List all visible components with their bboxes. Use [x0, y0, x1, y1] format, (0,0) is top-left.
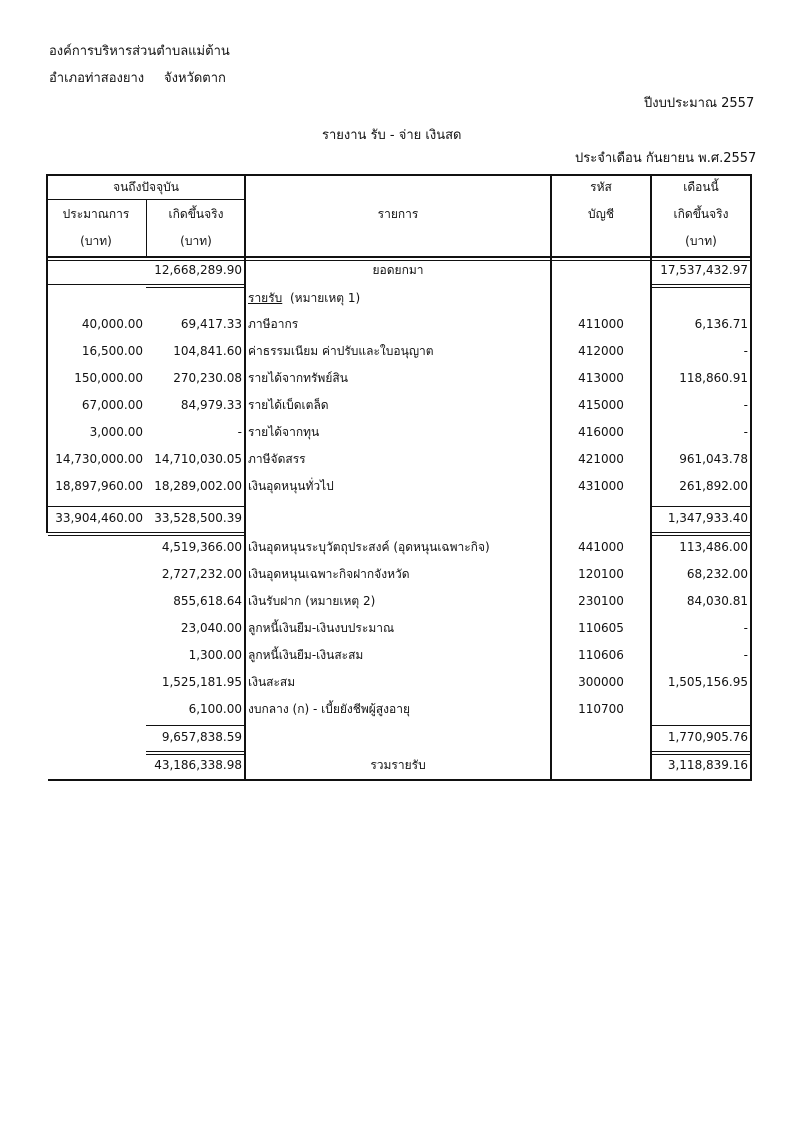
row-code: 416000 — [578, 425, 624, 439]
row-code: 441000 — [578, 540, 624, 554]
row-actual: 4,519,366.00 — [161, 540, 242, 554]
row-item: ภาษีจัดสรร — [248, 452, 306, 466]
row-code: 415000 — [578, 398, 624, 412]
header-cumulative: จนถึงปัจจุบัน — [113, 180, 179, 194]
header-code-line2: บัญชี — [588, 207, 614, 221]
row-budget: 3,000.00 — [89, 425, 143, 439]
row-actual: 104,841.60 — [173, 344, 242, 358]
row-actual: 270,230.08 — [173, 371, 242, 385]
row-month: 261,892.00 — [679, 479, 748, 493]
header-budget: ประมาณการ — [62, 207, 130, 221]
row-month: 6,136.71 — [694, 317, 748, 331]
row-budget: 18,897,960.00 — [55, 479, 143, 493]
income-total-actual: 33,528,500.39 — [154, 511, 242, 525]
row-code: 431000 — [578, 479, 624, 493]
row-month: - — [743, 648, 748, 662]
header-actual: เกิดขึ้นจริง — [168, 207, 224, 221]
row-budget: 14,730,000.00 — [55, 452, 143, 466]
carried-forward-month: 17,537,432.97 — [660, 263, 748, 277]
income-total-budget: 33,904,460.00 — [55, 511, 143, 525]
row-month: - — [743, 621, 748, 635]
row-code: 412000 — [578, 344, 624, 358]
row-code: 230100 — [578, 594, 624, 608]
row-month: 1,505,156.95 — [667, 675, 748, 689]
row-item: เงินอุดหนุนเฉพาะกิจฝากจังหวัด — [248, 567, 410, 581]
income-heading-note: (หมายเหตุ 1) — [290, 291, 361, 305]
header-month-unit: (บาท) — [685, 234, 717, 248]
row-actual: 84,979.33 — [180, 398, 242, 412]
row-item: ลูกหนี้เงินยืม-เงินงบประมาณ — [248, 621, 395, 635]
row-item: รายได้จากทรัพย์สิน — [248, 371, 348, 385]
row-actual: 855,618.64 — [173, 594, 242, 608]
row-actual: 2,727,232.00 — [161, 567, 242, 581]
row-item: รายได้เบ็ดเตล็ด — [248, 398, 329, 412]
income-heading: รายรับ — [248, 291, 283, 305]
header-month-line2: เกิดขึ้นจริง — [673, 207, 729, 221]
row-item: ค่าธรรมเนียม ค่าปรับและใบอนุญาต — [248, 344, 434, 358]
other-total-actual: 9,657,838.59 — [161, 730, 242, 744]
row-code: 411000 — [578, 317, 624, 331]
row-code: 110700 — [578, 702, 624, 716]
row-item: เงินอุดหนุนระบุวัตถุประสงค์ (อุดหนุนเฉพาะกิจ) — [248, 540, 490, 554]
carried-forward-actual: 12,668,289.90 — [154, 263, 242, 277]
row-item: งบกลาง (ก) - เบี้ยยังชีพผู้สูงอายุ — [248, 702, 410, 716]
row-budget: 40,000.00 — [81, 317, 143, 331]
row-code: 120100 — [578, 567, 624, 581]
income-total-month: 1,347,933.40 — [667, 511, 748, 525]
row-actual: 1,525,181.95 — [161, 675, 242, 689]
header-code-line1: รหัส — [590, 180, 612, 194]
organization-name: องค์การบริหารส่วนตำบลแม่ต้าน — [49, 44, 230, 59]
row-actual: 18,289,002.00 — [154, 479, 242, 493]
row-month: 68,232.00 — [686, 567, 748, 581]
row-budget: 150,000.00 — [74, 371, 143, 385]
row-month: 84,030.81 — [686, 594, 748, 608]
row-month: 113,486.00 — [679, 540, 748, 554]
row-code: 421000 — [578, 452, 624, 466]
row-month: 961,043.78 — [679, 452, 748, 466]
row-actual: 23,040.00 — [180, 621, 242, 635]
row-actual: 69,417.33 — [180, 317, 242, 331]
row-item: ภาษีอากร — [248, 317, 299, 331]
row-actual: 14,710,030.05 — [154, 452, 242, 466]
row-code: 300000 — [578, 675, 624, 689]
report-title: รายงาน รับ - จ่าย เงินสด — [322, 128, 462, 143]
district-name: อำเภอท่าสองยาง — [49, 71, 145, 86]
row-month: - — [743, 344, 748, 358]
row-item: ลูกหนี้เงินยืม-เงินสะสม — [248, 648, 364, 662]
grand-total-actual: 43,186,338.98 — [154, 758, 242, 772]
row-code: 413000 — [578, 371, 624, 385]
province-name: จังหวัดตาก — [164, 71, 226, 86]
fiscal-year: ปีงบประมาณ 2557 — [644, 96, 755, 111]
other-total-month: 1,770,905.76 — [667, 730, 748, 744]
cash-report-table — [46, 174, 752, 781]
row-actual: 1,300.00 — [188, 648, 242, 662]
row-budget: 67,000.00 — [81, 398, 143, 412]
row-actual: - — [237, 425, 242, 439]
header-actual-unit: (บาท) — [180, 234, 212, 248]
row-item: เงินอุดหนุนทั่วไป — [248, 479, 334, 493]
row-item: รายได้จากทุน — [248, 425, 320, 439]
grand-total-month: 3,118,839.16 — [667, 758, 748, 772]
header-item: รายการ — [377, 207, 419, 221]
row-month: - — [743, 398, 748, 412]
row-month: 118,860.91 — [679, 371, 748, 385]
header-budget-unit: (บาท) — [80, 234, 112, 248]
report-period: ประจำเดือน กันยายน พ.ศ.2557 — [575, 151, 757, 166]
grand-total-label: รวมรายรับ — [370, 758, 426, 772]
row-item: เงินสะสม — [248, 675, 296, 689]
row-actual: 6,100.00 — [188, 702, 242, 716]
row-budget: 16,500.00 — [81, 344, 143, 358]
row-month: - — [743, 425, 748, 439]
row-item: เงินรับฝาก (หมายเหตุ 2) — [248, 594, 376, 608]
row-code: 110606 — [578, 648, 624, 662]
row-code: 110605 — [578, 621, 624, 635]
header-month-line1: เดือนนี้ — [683, 180, 719, 194]
carried-forward-label: ยอดยกมา — [372, 263, 424, 277]
